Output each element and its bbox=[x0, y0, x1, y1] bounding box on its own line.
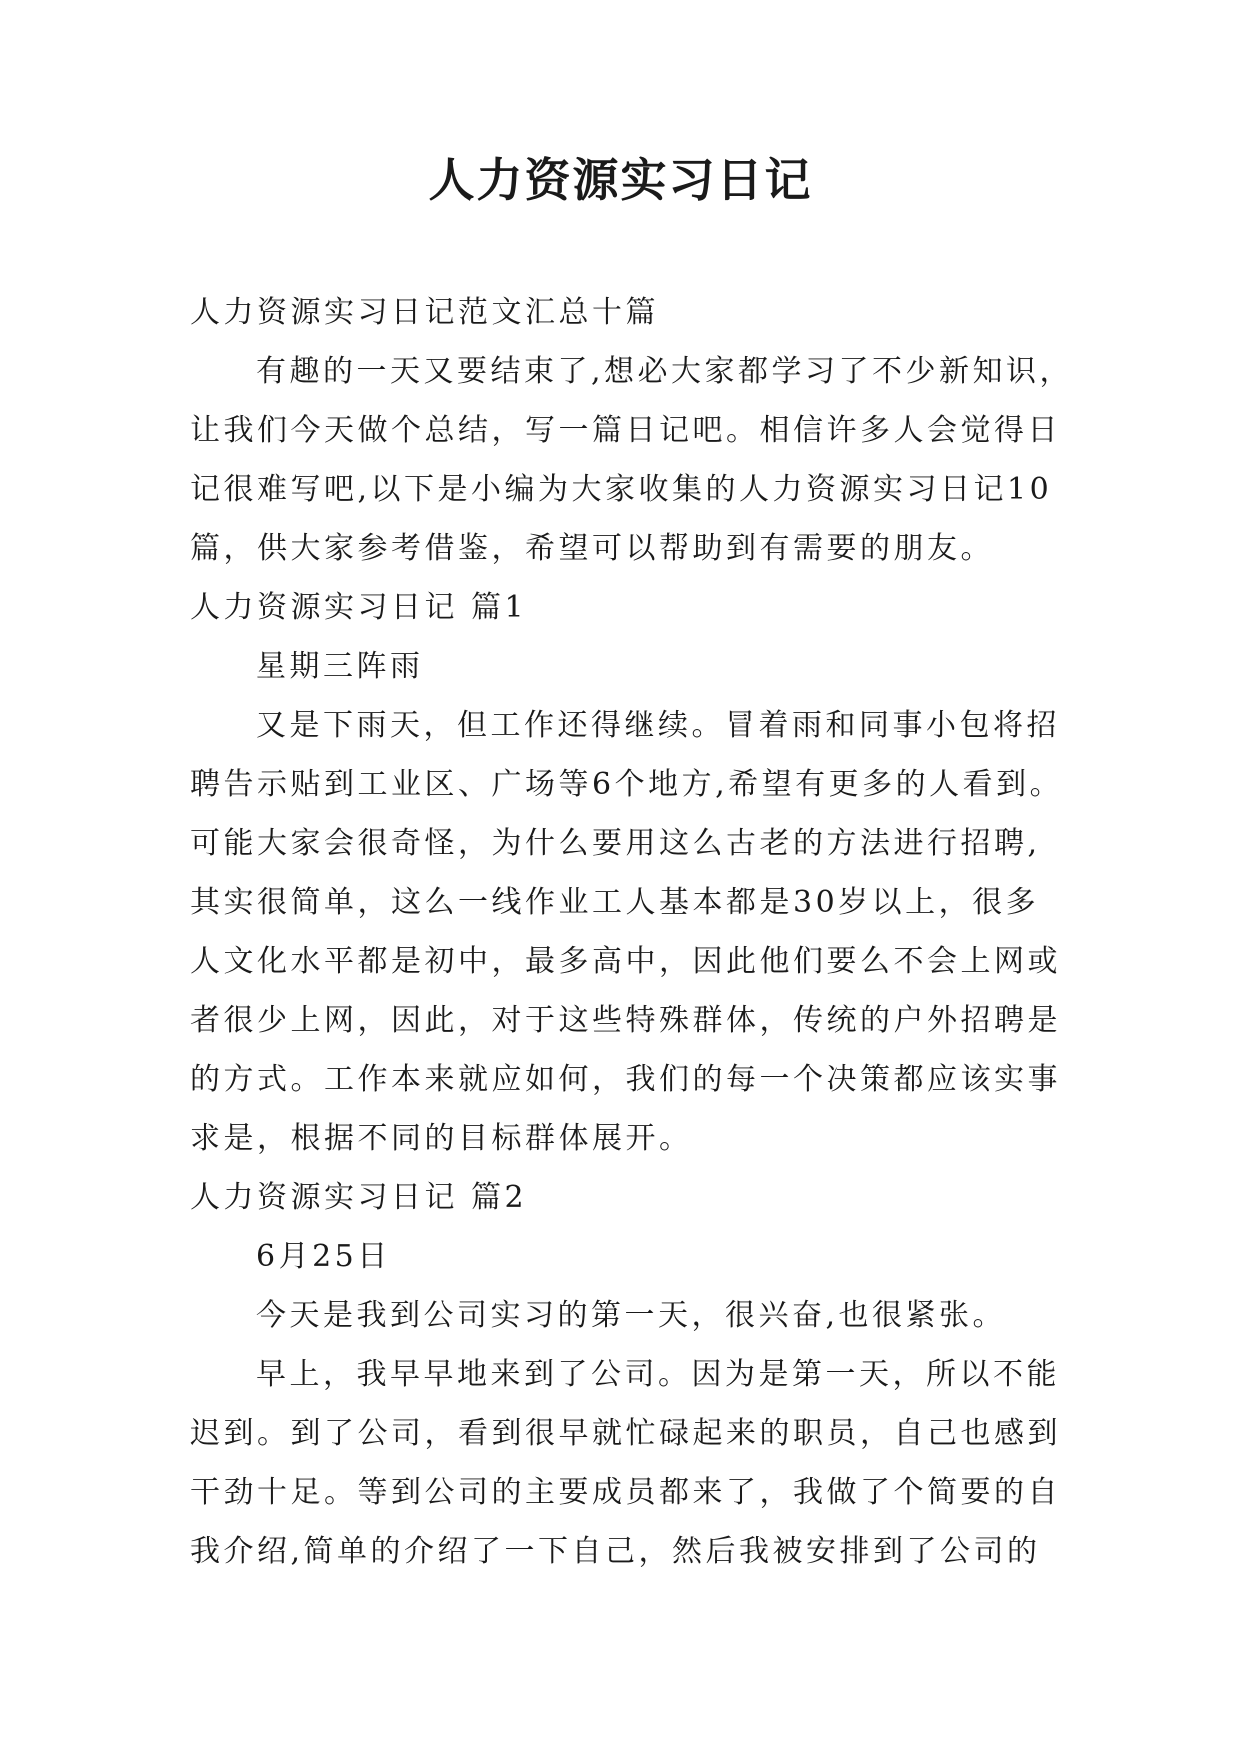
document-body bbox=[190, 283, 1074, 1581]
text-line: 有趣的一天又要结束了,想必大家都学习了不少新知识， bbox=[256, 354, 1074, 389]
text-line: 人力资源实习日记范文汇总十篇 bbox=[190, 295, 659, 330]
text-line: 其实很简单，这么一线作业工人基本都是30岁以上，很多 bbox=[190, 885, 1040, 920]
text-line: 干劲十足。等到公司的主要成员都来了，我做了个简要的自 bbox=[190, 1475, 1061, 1510]
text-line: 记很难写吧,以下是小编为大家收集的人力资源实习日记10 bbox=[190, 472, 1053, 507]
text-line: 今天是我到公司实习的第一天，很兴奋,也很紧张。 bbox=[256, 1298, 1007, 1333]
text-line: 人文化水平都是初中，最多高中，因此他们要么不会上网或 bbox=[190, 944, 1061, 979]
text-line: 的方式。工作本来就应如何，我们的每一个决策都应该实事 bbox=[190, 1062, 1061, 1097]
section-heading: 人力资源实习日记 篇2 bbox=[190, 1180, 528, 1215]
text-line: 篇，供大家参考借鉴，希望可以帮助到有需要的朋友。 bbox=[190, 531, 994, 566]
text-line: 我介绍,简单的介绍了一下自己，然后我被安排到了公司的 bbox=[190, 1534, 1041, 1569]
text-line: 迟到。到了公司，看到很早就忙碌起来的职员，自己也感到 bbox=[190, 1416, 1061, 1451]
text-line: 聘告示贴到工业区、广场等6个地方,希望有更多的人看到。 bbox=[190, 767, 1064, 802]
text-line: 让我们今天做个总结，写一篇日记吧。相信许多人会觉得日 bbox=[190, 413, 1061, 448]
section-heading: 人力资源实习日记 篇1 bbox=[190, 590, 528, 625]
text-line: 者很少上网，因此，对于这些特殊群体，传统的户外招聘是 bbox=[190, 1003, 1061, 1038]
text-line: 星期三阵雨 bbox=[256, 649, 424, 684]
document-title: 人力资源实习日记 bbox=[428, 153, 813, 207]
text-line: 6月25日 bbox=[256, 1239, 391, 1274]
text-line: 求是，根据不同的目标群体展开。 bbox=[190, 1121, 693, 1156]
text-line: 又是下雨天，但工作还得继续。冒着雨和同事小包将招 bbox=[256, 708, 1060, 743]
text-line: 可能大家会很奇怪，为什么要用这么古老的方法进行招聘, bbox=[190, 826, 1041, 861]
text-line: 早上，我早早地来到了公司。因为是第一天，所以不能 bbox=[256, 1357, 1060, 1392]
